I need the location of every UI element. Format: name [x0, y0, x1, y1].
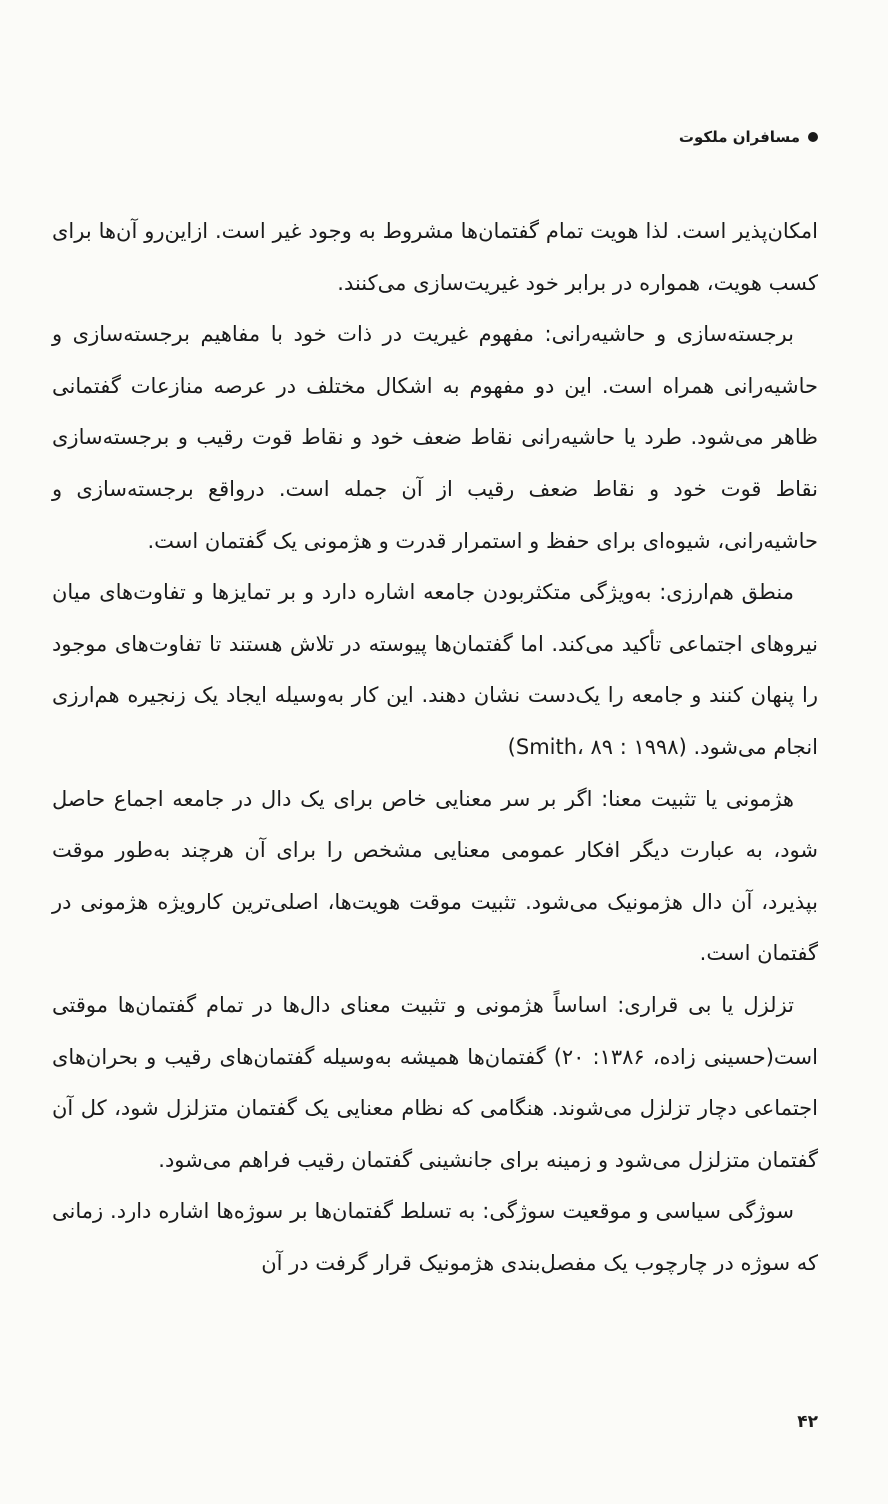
paragraph: هژمونی یا تثبیت معنا: اگر بر سر معنایی خاص برای یک دال در جامعه اجماع حاصل شود، به عبارت دیگر افکار عمومی معنایی مشخص را برای آن هرچند به‌طور موقت بپذیرد، آن دال هژمونیک می‌شود. تثبیت موقت هویت‌ها، اصلی‌ترین کارویژه هژمونی در گفتمان است.	[52, 786, 818, 966]
running-title: مسافران ملکوت	[678, 128, 800, 146]
paragraph: تزلزل یا بی قراری: اساساً هژمونی و تثبیت معنای دال‌ها در تمام گفتمان‌ها موقتی است(حسینی زاده، ۱۳۸۶: ۲۰) گفتمان‌ها همیشه به‌وسیله گفتمان‌های رقیب و بحران‌های اجتماعی دچار تزلزل می‌شوند. هنگامی که نظام معنایی یک گفتمان متزلزل شود، کل آن گفتمان متزلزل می‌شود و زمینه برای جانشینی گفتمان رقیب فراهم می‌شود.	[52, 992, 818, 1172]
paragraph: سوژگی سیاسی و موقعیت سوژگی: به تسلط گفتمان‌ها بر سوژه‌ها اشاره دارد. زمانی که سوژه در چارچوب یک مفصل‌بندی هژمونیک قرار گرفت در آن	[52, 1199, 818, 1275]
paragraph: منطق هم‌ارزی: به‌ویژگی متکثربودن جامعه اشاره دارد و بر تمایزها و تفاوت‌های میان نیروهای اجتماعی تأکید می‌کند. اما گفتمان‌ها پیوسته در تلاش هستند تا تفاوت‌های موجود را پنهان کنند و جامعه را یک‌دست نشان دهند. این کار به‌وسیله ایجاد یک زنجیره هم‌ارزی انجام می‌شود. (Smith، ۸۹ : ۱۹۹۸)	[52, 580, 818, 759]
page-number: ۴۲	[797, 1412, 818, 1432]
paragraph: برجسته‌سازی و حاشیه‌رانی: مفهوم غیریت در ذات خود با مفاهیم برجسته‌سازی و حاشیه‌رانی همراه است. این دو مفهوم به اشکال مختلف در عرصه منازعات گفتمانی ظاهر می‌شود. طرد یا حاشیه‌رانی نقاط ضعف خود و نقاط قوت رقیب و برجسته‌سازی نقاط قوت خود و نقاط ضعف رقیب از آن جمله است. درواقع برجسته‌سازی و حاشیه‌رانی، شیوه‌ای برای حفظ و استمرار قدرت و هژمونی یک گفتمان است.	[52, 322, 818, 553]
body-text	[52, 206, 818, 1289]
running-header	[679, 128, 818, 146]
paragraph: امکان‌پذیر است. لذا هویت تمام گفتمان‌ها مشروط به وجود غیر است. ازاین‌رو آن‌ها برای کسب هویت، همواره در برابر خود غیریت‌سازی می‌کنند.	[52, 219, 818, 295]
bullet-icon	[808, 132, 818, 142]
